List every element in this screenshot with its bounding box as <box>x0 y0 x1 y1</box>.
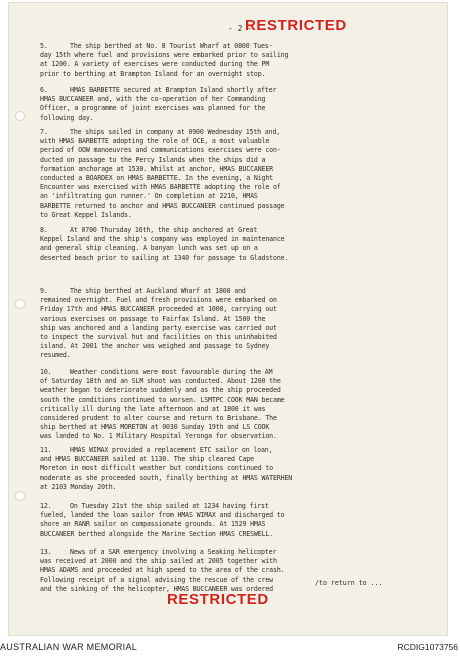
paragraph-line: ship berthed at HMAS MORETON at 0030 Sunday 19th and LS COOK <box>40 423 270 432</box>
paragraph-line: was landed to No. 1 Military Hospital Yeronga for observation. <box>40 432 277 441</box>
paragraph-line: News of a SAR emergency involving a Seaking helicopter <box>70 548 277 556</box>
footer-archive-name: AUSTRALIAN WAR MEMORIAL <box>0 642 138 652</box>
paragraph-line: and HMAS BUCCANEER sailed at 1130. The ship cleared Cape <box>40 455 254 464</box>
paragraph-line: various exercises on passage to Fairfax Island. At 1500 the <box>40 314 266 323</box>
paragraph <box>40 368 440 442</box>
paragraph-number: 7. <box>40 128 48 136</box>
paragraph-line: fueled, landed the loan sailor from HMAS WIMAX and discharged to <box>40 511 285 520</box>
paragraph-line: Following receipt of a signal advising the rescue of the crew <box>40 575 274 584</box>
paragraph-line: at 1200. A variety of exercises were conducted during the PM <box>40 60 270 69</box>
paragraph-line: BUCCANEER berthed alongside the Marine Section HMAS CRESWELL. <box>40 529 274 538</box>
paragraph-line: ship was anchored and a landing party exercise was carried out <box>40 323 277 332</box>
paragraph <box>40 502 440 539</box>
paragraph-line: Friday 17th and HMAS BUCCANEER proceeded at 1000, carrying out <box>40 305 277 314</box>
punch-hole <box>15 491 25 501</box>
paragraph-line: considered prudent to alter course and return to Brisbane. The <box>40 414 277 423</box>
paragraph-line: Moreton in most difficult weather but conditions continued to <box>40 464 274 473</box>
paragraph-line: On Tuesday 21st the ship sailed at 1234 having first <box>70 502 269 510</box>
paragraph-line: critically ill during the late afternoon and at 1800 it was <box>40 404 266 413</box>
paragraph-line: to Great Keppel Islands. <box>40 210 132 219</box>
paragraph-line: and general ship cleaning. A banyan lunch was set up on a <box>40 244 258 253</box>
paragraph-line: weather began to deteriorate suddenly and as the ship proceeded <box>40 386 281 395</box>
paragraph-line: HMAS WIMAX provided a replacement ETC sailor on loan, <box>70 446 273 454</box>
paragraph-line: HMAS ADAMS and proceeded at high speed to the area of the crash. <box>40 566 285 575</box>
paragraph-line: to inspect the survival hut and facilities on this uninhabited <box>40 333 277 342</box>
paragraph-number: 10. <box>40 368 52 376</box>
paragraph-line: HMAS BARBETTE secured at Brampton Island shortly after <box>70 86 277 94</box>
paragraph-line: The ships sailed in company at 0900 Wednesday 15th and, <box>70 128 281 136</box>
paragraph-line: at 2103 Monday 20th. <box>40 482 117 491</box>
footer-record-id: RCDIG1073756 <box>397 642 458 652</box>
paragraph-number: 8. <box>40 226 48 234</box>
paragraph-line: Encounter was exercised with HMAS BARBETTE adopting the role of <box>40 183 281 192</box>
paragraph-line: south the conditions continued to worsen. LSMTPC COOK MAN became <box>40 395 285 404</box>
continuation-note: /to return to ... <box>315 579 383 587</box>
paragraph-line: day 15th where fuel and provisions were embarked prior to sailing <box>40 51 289 60</box>
paragraph-line: prior to berthing at Brampton Island for an overnight stop. <box>40 69 266 78</box>
paragraph <box>40 446 440 492</box>
paragraph-line: remained overnight. Fuel and fresh provisions were embarked on <box>40 296 277 305</box>
paragraph-line: At 0700 Thursday 16th, the ship anchored at Great <box>70 226 258 234</box>
paragraph-number: 5. <box>40 42 48 50</box>
paragraph-line: resumed. <box>40 351 71 360</box>
restricted-stamp-bottom: RESTRICTED <box>167 591 269 608</box>
paragraph-number: 13. <box>40 548 52 556</box>
paragraph-line: Officer, a programme of joint exercises was planned for the <box>40 104 266 113</box>
paragraph-line: BARBETTE returned to anchor and HMAS BUCCANEER continued passage <box>40 201 285 210</box>
paragraph <box>40 226 440 263</box>
restricted-stamp-top: RESTRICTED <box>245 17 347 34</box>
paragraph-line: The ship berthed at No. 8 Tourist Wharf at 0800 Tues- <box>70 42 273 50</box>
paragraph <box>40 128 440 220</box>
paragraph-line: Keppel Island and the ship's company was employed in maintenance <box>40 235 285 244</box>
paragraph-number: 12. <box>40 502 52 510</box>
paragraph-line: formation anchorage at 1530. Whilst at anchor, HMAS BUCCANEER <box>40 164 274 173</box>
paragraph-line: ducted on passage to the Percy Islands when the ships did a <box>40 155 266 164</box>
punch-hole <box>15 111 25 121</box>
paragraph-line: HMAS BUCCANEER and, with the co-operation of her Commanding <box>40 95 266 104</box>
paragraph-line: shore an RANR sailor on compassionate grounds. At 1529 HMAS <box>40 520 266 529</box>
paragraph-line: following day. <box>40 113 94 122</box>
paragraph-line: an 'infiltrating gun runner.' On completion at 2210, HMAS <box>40 192 258 201</box>
page-number: - 2 - <box>228 24 253 33</box>
paragraph-line: period of OOW manoeuvres and communications exercises were con- <box>40 146 281 155</box>
paragraph <box>40 287 440 361</box>
paragraph-line: The ship berthed at Auckland Wharf at 1800 and <box>70 287 246 295</box>
paragraph-line: was received at 2000 and the ship sailed at 2005 together with <box>40 557 277 566</box>
paragraph-line: deserted beach prior to sailing at 1340 for passage to Gladstone. <box>40 253 289 262</box>
paragraph-line: conducted a BOARDEX on HMAS BARBETTE. In the evening, a Night <box>40 174 274 183</box>
paragraph <box>40 548 440 594</box>
paragraph <box>40 86 440 123</box>
paragraph-line: Weather conditions were most favourable during the AM <box>70 368 273 376</box>
paragraph-number: 6. <box>40 86 48 94</box>
paragraph-line: island. At 2001 the anchor was weighed and passage to Sydney <box>40 342 270 351</box>
paragraph-line: and the sinking of the helicopter, HMAS BUCCANEER was ordered <box>40 584 274 593</box>
paragraph-number: 9. <box>40 287 48 295</box>
paragraph-line: of Saturday 18th and an SLM shoot was conducted. About 1200 the <box>40 377 281 386</box>
paragraph-line: with HMAS BARBETTE adopting the role of OCE, a most valuable <box>40 137 270 146</box>
paragraph <box>40 42 440 79</box>
paragraph-line: moderate as she proceeded south, finally berthing at HMAS WATERHEN <box>40 473 293 482</box>
punch-hole <box>15 299 25 309</box>
paragraph-number: 11. <box>40 446 52 454</box>
